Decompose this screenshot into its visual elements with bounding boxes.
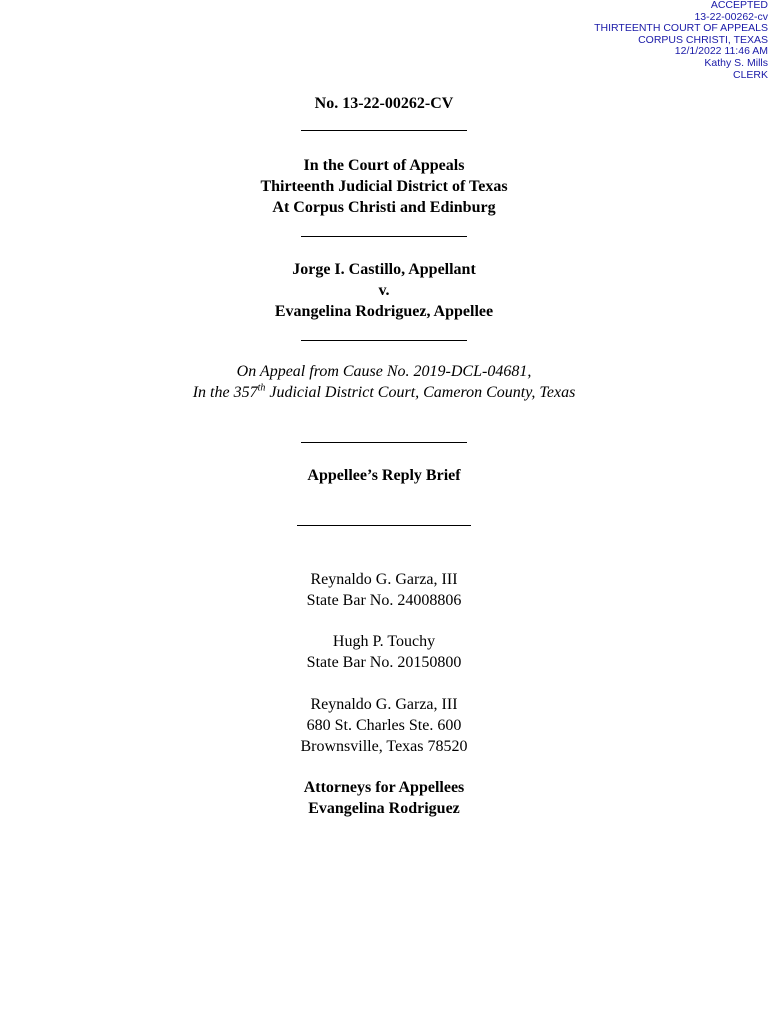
stamp-court: THIRTEENTH COURT OF APPEALS: [594, 22, 768, 35]
brief-title: Appellee’s Reply Brief: [307, 467, 461, 484]
firm-street-address: 680 St. Charles Ste. 600: [306, 717, 462, 734]
stamp-datetime: 12/1/2022 11:46 AM: [674, 45, 768, 58]
represented-party: Evangelina Rodriguez: [308, 800, 460, 817]
court-location: At Corpus Christi and Edinburg: [272, 199, 496, 216]
stamp-location: CORPUS CHRISTI, TEXAS: [638, 33, 768, 46]
firm-name: Reynaldo G. Garza, III: [310, 696, 458, 713]
court-district: Thirteenth Judicial District of Texas: [260, 178, 508, 195]
clerk-filing-stamp: [508, 0, 768, 81]
trial-court-prefix: In the 357: [192, 384, 258, 401]
separator-rule: [301, 340, 467, 341]
appeal-trial-court: [0, 382, 768, 403]
trial-court-suffix: Judicial District Court, Cameron County, Texas: [265, 384, 576, 401]
appellee-party: Evangelina Rodriguez, Appellee: [274, 303, 494, 320]
attorney-name: Reynaldo G. Garza, III: [310, 571, 458, 588]
versus-label: v.: [378, 282, 390, 299]
appeal-cause: On Appeal from Cause No. 2019-DCL-04681,: [236, 363, 532, 380]
stamp-status: ACCEPTED: [710, 0, 768, 11]
stamp-clerk-title: CLERK: [732, 68, 768, 81]
case-number: No. 13-22-00262-CV: [314, 95, 454, 112]
attorney-bar-number: State Bar No. 20150800: [306, 654, 462, 671]
attorney-name: Hugh P. Touchy: [332, 633, 436, 650]
separator-rule: [301, 236, 467, 237]
stamp-case-number: 13-22-00262-cv: [694, 10, 768, 23]
attorney-bar-number: State Bar No. 24008806: [306, 592, 462, 609]
counsel-role: Attorneys for Appellees: [303, 779, 465, 796]
separator-rule: [301, 130, 467, 131]
ordinal-suffix: th: [257, 382, 266, 394]
appellant-party: Jorge I. Castillo, Appellant: [292, 261, 476, 278]
stamp-clerk-name: Kathy S. Mills: [704, 56, 768, 69]
separator-rule: [297, 525, 471, 526]
separator-rule: [301, 442, 467, 443]
court-name: In the Court of Appeals: [303, 157, 465, 174]
firm-city-address: Brownsville, Texas 78520: [300, 738, 468, 755]
